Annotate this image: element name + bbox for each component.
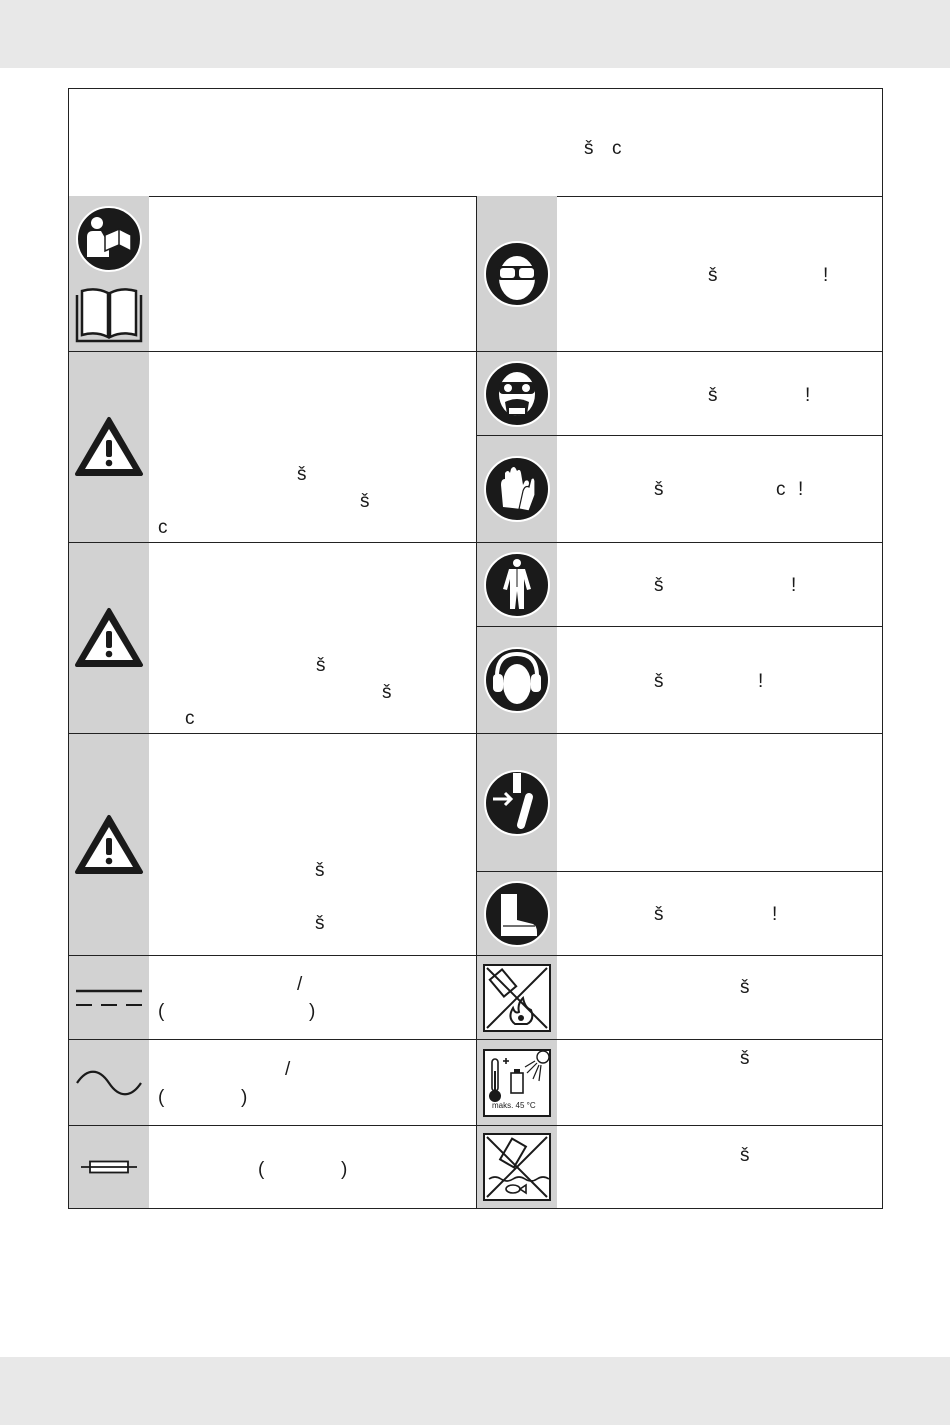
symbol-cell [477,436,557,542]
table-row [476,542,882,626]
alternating-current-icon [74,1070,144,1096]
symbol-cell [477,956,557,1039]
text-fragment: š [654,479,664,500]
text-fragment: ! [772,904,778,925]
text-fragment: c [185,708,195,729]
text-fragment: š [654,575,664,596]
protective-gloves-icon [483,455,551,523]
symbol-cell [477,1040,557,1125]
header-fragment: š [584,138,594,159]
text-fragment: ( [158,1001,165,1022]
symbol-cell [477,734,557,871]
symbol-cell [69,196,149,351]
table-row [476,351,882,435]
text-fragment: ! [758,671,764,692]
eye-protection-icon [483,240,551,308]
no-fire-battery-icon [483,964,551,1032]
symbol-cell [69,1126,149,1208]
safety-boots-icon [483,880,551,948]
respiratory-mask-icon [483,360,551,428]
text-fragment: ) [309,1001,316,1022]
text-fragment: š [360,491,370,512]
text-fragment: ) [241,1087,248,1108]
text-fragment: / [297,974,303,995]
table-row [69,955,476,1039]
warning-triangle-icon [74,607,144,669]
table-row [476,871,882,955]
warning-triangle-icon [74,416,144,478]
table-row [476,955,882,1039]
bottom-band [0,1357,950,1425]
table-row [69,351,476,542]
symbol-cell [69,352,149,542]
text-fragment: š [708,385,718,406]
symbol-cell [69,1040,149,1125]
symbol-table [68,88,883,1209]
temperature-label: maks. 45 °C [492,1100,536,1110]
header-fragment: c [612,138,622,159]
text-fragment: ! [805,385,811,406]
text-fragment: š [740,1048,750,1069]
text-fragment: c [776,479,786,500]
text-fragment: c [158,517,168,538]
table-row [69,196,476,351]
text-fragment: š [316,655,326,676]
table-header [69,89,882,197]
text-fragment: š [708,265,718,286]
text-fragment: š [297,464,307,485]
table-row [476,1039,882,1125]
text-fragment: š [654,904,664,925]
symbol-cell [69,543,149,733]
text-fragment: ! [798,479,804,500]
max-temperature-battery-icon [483,1049,551,1117]
table-row [476,196,882,351]
symbol-cell [477,627,557,733]
table-row [69,1125,476,1208]
text-fragment: ! [791,575,797,596]
table-row [69,1039,476,1125]
disconnect-power-icon [483,769,551,837]
table-row [476,626,882,733]
no-water-battery-icon [483,1133,551,1201]
text-fragment: š [382,682,392,703]
table-row [476,435,882,542]
symbol-cell [477,872,557,955]
top-band [0,0,950,68]
table-row [476,1125,882,1208]
symbol-cell [477,196,557,351]
text-fragment: ! [823,265,829,286]
text-fragment: ( [258,1159,265,1180]
protective-overall-icon [483,551,551,619]
text-fragment: š [315,913,325,934]
fuse-icon [81,1160,137,1174]
text-fragment: ( [158,1087,165,1108]
symbol-cell [477,352,557,435]
text-fragment: š [654,671,664,692]
symbol-cell [69,734,149,955]
symbol-cell [477,1126,557,1208]
direct-current-icon [74,987,144,1009]
table-row [69,542,476,733]
symbol-cell [477,543,557,626]
read-manual-icon [75,205,143,273]
text-fragment: š [315,860,325,881]
manual-book-icon [74,285,144,343]
warning-triangle-icon [74,814,144,876]
table-row [476,733,882,871]
text-fragment: / [285,1059,291,1080]
table-row [69,733,476,955]
text-fragment: ) [341,1159,348,1180]
ear-protection-icon [483,646,551,714]
text-fragment: š [740,977,750,998]
symbol-cell [69,956,149,1039]
text-fragment: š [740,1145,750,1166]
